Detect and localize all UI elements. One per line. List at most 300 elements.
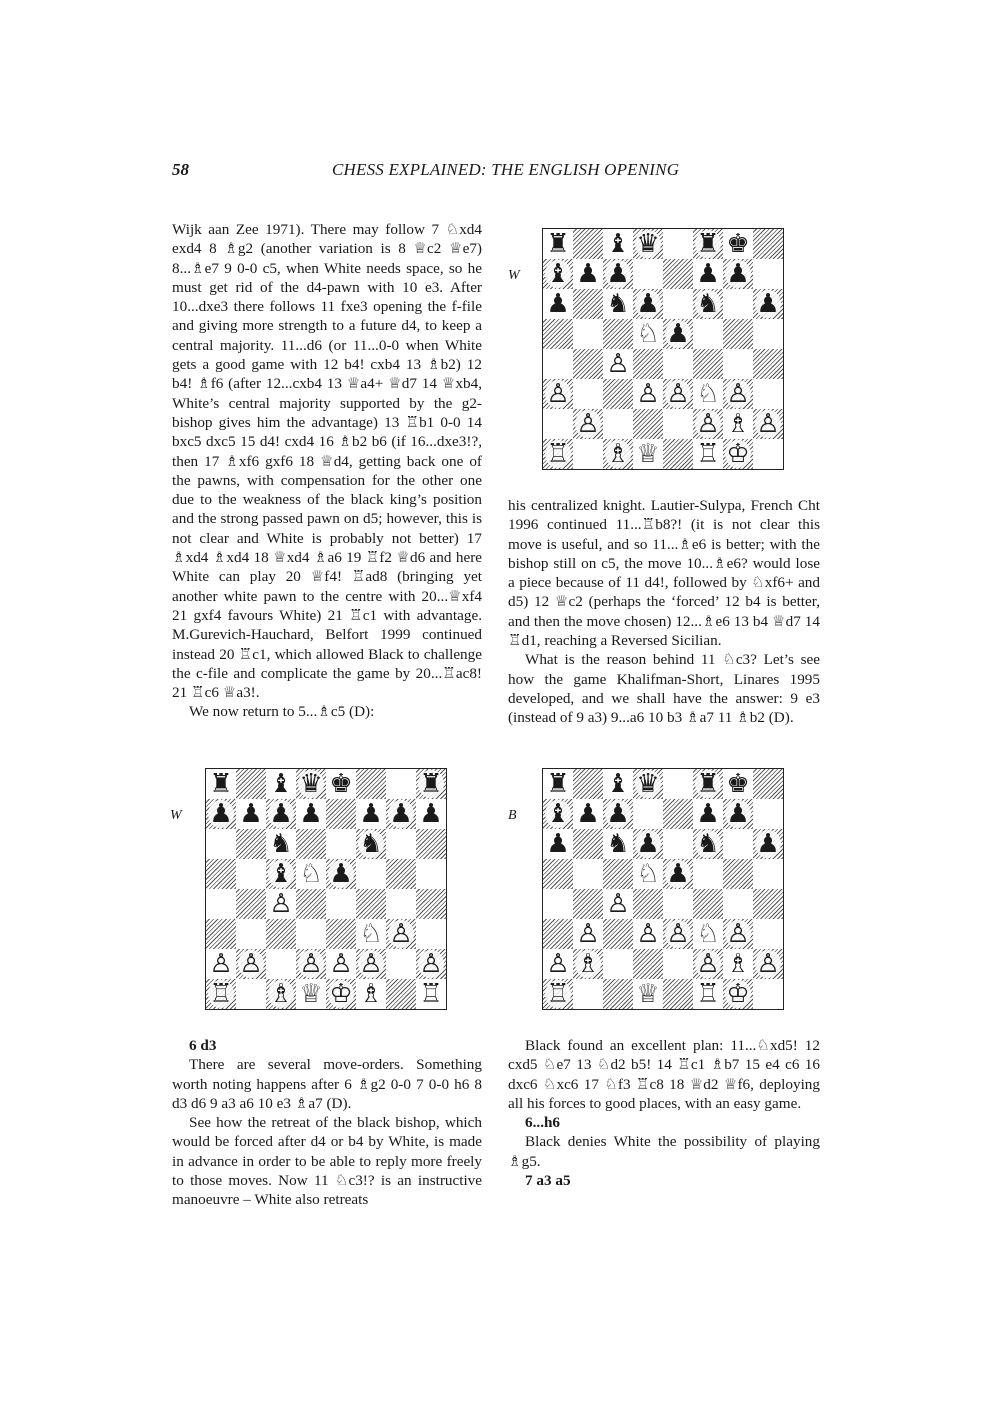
white-knight-icon: ♘ xyxy=(636,859,660,889)
board-square xyxy=(723,799,753,829)
white-pawn-icon: ♙ xyxy=(726,379,750,409)
board-square xyxy=(603,319,633,349)
board-square xyxy=(723,439,753,469)
board-square xyxy=(356,769,386,799)
white-pawn-icon: ♙ xyxy=(546,949,570,979)
board-square xyxy=(633,979,663,1009)
board-square xyxy=(543,229,573,259)
board-square xyxy=(236,799,266,829)
board-square xyxy=(326,859,356,889)
board-square xyxy=(633,949,663,979)
board-square xyxy=(416,769,446,799)
board-square xyxy=(603,769,633,799)
black-king-icon: ♚ xyxy=(726,229,750,259)
board-square xyxy=(543,319,573,349)
board-square xyxy=(753,829,783,859)
board-square xyxy=(723,349,753,379)
black-bishop-icon: ♝ xyxy=(546,799,570,829)
board-square xyxy=(573,829,603,859)
white-bishop-icon: ♗ xyxy=(269,979,293,1009)
board-square xyxy=(573,289,603,319)
white-pawn-icon: ♙ xyxy=(606,349,630,379)
black-pawn-icon: ♟ xyxy=(576,259,600,289)
board-square xyxy=(693,409,723,439)
white-knight-icon: ♘ xyxy=(359,919,383,949)
board-square xyxy=(206,859,236,889)
board-square xyxy=(693,259,723,289)
board-square xyxy=(386,979,416,1009)
board-square xyxy=(543,259,573,289)
black-pawn-icon: ♟ xyxy=(239,799,263,829)
white-pawn-icon: ♙ xyxy=(209,949,233,979)
board-square xyxy=(386,919,416,949)
board-square xyxy=(663,379,693,409)
board-square xyxy=(543,349,573,379)
move-heading: 7 a3 a5 xyxy=(525,1172,571,1190)
black-queen-icon: ♛ xyxy=(636,229,660,259)
board-square xyxy=(663,289,693,319)
white-pawn-icon: ♙ xyxy=(636,919,660,949)
board-square xyxy=(723,979,753,1009)
board-square xyxy=(573,319,603,349)
white-pawn-icon: ♙ xyxy=(666,919,690,949)
board-square xyxy=(693,349,723,379)
board-square xyxy=(416,979,446,1009)
board-square xyxy=(543,829,573,859)
white-knight-icon: ♘ xyxy=(299,859,323,889)
board-square xyxy=(603,259,633,289)
side-to-move: B xyxy=(508,808,517,823)
board-square xyxy=(206,829,236,859)
board-square xyxy=(266,799,296,829)
board-square xyxy=(416,919,446,949)
black-pawn-icon: ♟ xyxy=(696,799,720,829)
board-square xyxy=(326,769,356,799)
white-bishop-icon: ♗ xyxy=(576,949,600,979)
board-square xyxy=(753,439,783,469)
board-square xyxy=(723,889,753,919)
side-to-move: W xyxy=(170,808,182,823)
white-pawn-icon: ♙ xyxy=(726,919,750,949)
board-square xyxy=(206,769,236,799)
board-square xyxy=(296,949,326,979)
white-rook-icon: ♖ xyxy=(696,979,720,1009)
chess-diagram-2 xyxy=(205,768,447,1010)
board-square xyxy=(296,769,326,799)
board-square xyxy=(753,919,783,949)
white-knight-icon: ♘ xyxy=(636,319,660,349)
board-square xyxy=(603,349,633,379)
black-pawn-icon: ♟ xyxy=(546,829,570,859)
board-square xyxy=(573,229,603,259)
white-pawn-icon: ♙ xyxy=(419,949,443,979)
page-number: 58 xyxy=(172,160,189,179)
board-square xyxy=(386,859,416,889)
board-square xyxy=(663,259,693,289)
black-pawn-icon: ♟ xyxy=(606,799,630,829)
board-square xyxy=(633,409,663,439)
black-pawn-icon: ♟ xyxy=(696,259,720,289)
board-square xyxy=(296,799,326,829)
paragraph: Wijk aan Zee 1971). There may follow 7 ♘xd4 exd4 8 ♗g2 (another variation is 8 ♕c2 ♕e7) 8...♗e7 9 0-0 c5, when White needs space, so he must get rid of the d4-pawn with 10 e3. After 10...dxe3 there follows 11 fxe3 opening the f-file and giving more strength to a future d4, to keep a central majority. 11...d6 (or 11...0-0 when White gets a good game with 12 b4! cxb4 13 ♗b2) 12 b4! ♗f6 (after 12...cxb4 13 ♕a4+ ♕d7 14 ♕xb4, White’s central majority supported by the g2-bishop gives him the advantage) 13 ♖b1 0-0 14 bxc5 dxc5 15 d4! cxd4 16 ♗b2 b6 (if 16...dxe3!?, then 17 ♗xf6 gxf6 18 ♕d4, getting back one of the pawns, with compensation for the other one due to the weakness of the black king’s position and the strong passed pawn on d5; however, this is not clear and White is probably not better) 17 ♗xd4 ♗xd4 18 ♕xd4 ♗a6 19 ♖f2 ♕d6 and here White can play 20 ♕f4! ♖ad8 (bringing yet another white pawn to the centre with 20...♕xf4 21 gxf4 favours White) 21 ♖c1 with advantage. M.Gurevich-Hauchard, Belfort 1999 continued instead 20 ♖c1, which allowed Black to challenge the c-file and complicate the game by 20...♖ac8! 21 ♖c6 ♕a3!. xyxy=(172,221,482,702)
board-square xyxy=(356,979,386,1009)
board-square xyxy=(326,919,356,949)
white-bishop-icon: ♗ xyxy=(606,439,630,469)
board-square xyxy=(543,799,573,829)
board-square xyxy=(603,379,633,409)
black-bishop-icon: ♝ xyxy=(546,259,570,289)
chess-diagram-1 xyxy=(542,228,784,470)
board-square xyxy=(266,829,296,859)
white-rook-icon: ♖ xyxy=(419,979,443,1009)
board-square xyxy=(633,769,663,799)
board-square xyxy=(603,979,633,1009)
board-square xyxy=(753,409,783,439)
col1-top-text xyxy=(172,220,482,722)
paragraph: What is the reason behind 11 ♘c3? Let’s see how the game Khalifman-Short, Linares 1995 developed, and we shall have the answer: 9 e3 (instead of 9 a3) 9...a6 10 b3 ♗a7 11 ♗b2 (D). xyxy=(508,651,820,727)
board-square xyxy=(543,859,573,889)
black-bishop-icon: ♝ xyxy=(606,229,630,259)
white-knight-icon: ♘ xyxy=(696,379,720,409)
board-square xyxy=(663,889,693,919)
board-square xyxy=(693,799,723,829)
white-pawn-icon: ♙ xyxy=(269,889,293,919)
black-pawn-icon: ♟ xyxy=(209,799,233,829)
board-square xyxy=(326,889,356,919)
white-pawn-icon: ♙ xyxy=(329,949,353,979)
board-square xyxy=(603,919,633,949)
board-square xyxy=(236,769,266,799)
board-square xyxy=(633,349,663,379)
black-knight-icon: ♞ xyxy=(696,289,720,319)
black-knight-icon: ♞ xyxy=(696,829,720,859)
board-square xyxy=(723,949,753,979)
black-rook-icon: ♜ xyxy=(419,769,443,799)
board-square xyxy=(723,859,753,889)
board-square xyxy=(206,889,236,919)
board-square xyxy=(663,229,693,259)
white-bishop-icon: ♗ xyxy=(359,979,383,1009)
board-square xyxy=(603,289,633,319)
black-pawn-icon: ♟ xyxy=(666,319,690,349)
board-square xyxy=(296,889,326,919)
black-king-icon: ♚ xyxy=(726,769,750,799)
board-square xyxy=(543,979,573,1009)
board-square xyxy=(206,949,236,979)
board-square xyxy=(573,859,603,889)
white-rook-icon: ♖ xyxy=(696,439,720,469)
board-square xyxy=(603,859,633,889)
board-square xyxy=(386,799,416,829)
black-knight-icon: ♞ xyxy=(606,829,630,859)
board-square xyxy=(266,949,296,979)
board-square xyxy=(543,769,573,799)
board-square xyxy=(633,919,663,949)
running-title: CHESS EXPLAINED: THE ENGLISH OPENING xyxy=(332,160,680,179)
black-pawn-icon: ♟ xyxy=(359,799,383,829)
board-square xyxy=(663,859,693,889)
board-square xyxy=(543,949,573,979)
board-square xyxy=(663,979,693,1009)
black-rook-icon: ♜ xyxy=(696,229,720,259)
board-square xyxy=(386,889,416,919)
board-square xyxy=(723,829,753,859)
board-square xyxy=(753,889,783,919)
board-square xyxy=(693,949,723,979)
board-square xyxy=(603,889,633,919)
board-square xyxy=(573,979,603,1009)
board-square xyxy=(356,889,386,919)
board-square xyxy=(573,349,603,379)
paragraph: We now return to 5...♗c5 (D): xyxy=(189,703,375,721)
board-square xyxy=(633,259,663,289)
white-pawn-icon: ♙ xyxy=(756,409,780,439)
board-square xyxy=(356,799,386,829)
board-square xyxy=(326,829,356,859)
board-square xyxy=(543,409,573,439)
board-square xyxy=(573,769,603,799)
black-rook-icon: ♜ xyxy=(696,769,720,799)
board-square xyxy=(543,919,573,949)
side-to-move: W xyxy=(508,268,520,283)
board-square xyxy=(356,829,386,859)
board-square xyxy=(266,889,296,919)
white-bishop-icon: ♗ xyxy=(726,409,750,439)
board-square xyxy=(693,889,723,919)
black-pawn-icon: ♟ xyxy=(726,799,750,829)
board-square xyxy=(603,799,633,829)
board-square xyxy=(236,919,266,949)
white-pawn-icon: ♙ xyxy=(359,949,383,979)
paragraph: Black denies White the possibility of playing ♗g5. xyxy=(508,1133,820,1170)
col1-bottom-text xyxy=(172,1036,482,1210)
black-pawn-icon: ♟ xyxy=(726,259,750,289)
board-square xyxy=(633,859,663,889)
board-square xyxy=(633,439,663,469)
board-square xyxy=(356,949,386,979)
black-pawn-icon: ♟ xyxy=(329,859,353,889)
black-pawn-icon: ♟ xyxy=(666,859,690,889)
board-square xyxy=(573,949,603,979)
board-square xyxy=(266,859,296,889)
paragraph: There are several move-orders. Something worth noting happens after 6 ♗g2 0-0 7 0-0 h6 8 d3 d6 9 a3 a6 10 e3 ♗a7 (D). xyxy=(172,1056,482,1112)
board-square xyxy=(723,379,753,409)
board-square xyxy=(753,349,783,379)
board-square xyxy=(663,439,693,469)
board-square xyxy=(296,979,326,1009)
board-square xyxy=(723,319,753,349)
board-square xyxy=(416,889,446,919)
board-square xyxy=(266,919,296,949)
board-square xyxy=(573,439,603,469)
board-square xyxy=(236,949,266,979)
board-square xyxy=(386,949,416,979)
black-bishop-icon: ♝ xyxy=(606,769,630,799)
board-square xyxy=(753,379,783,409)
white-knight-icon: ♘ xyxy=(696,919,720,949)
chess-diagram-3 xyxy=(542,768,784,1010)
board-square xyxy=(723,919,753,949)
board-square xyxy=(663,829,693,859)
board-square xyxy=(633,799,663,829)
move-heading: 6 d3 xyxy=(189,1037,217,1054)
board-square xyxy=(573,379,603,409)
board-square xyxy=(603,409,633,439)
board-square xyxy=(573,259,603,289)
black-knight-icon: ♞ xyxy=(606,289,630,319)
black-king-icon: ♚ xyxy=(329,769,353,799)
board-square xyxy=(416,949,446,979)
board-square xyxy=(296,859,326,889)
board-square xyxy=(663,409,693,439)
board-square xyxy=(416,829,446,859)
board-square xyxy=(693,379,723,409)
board-square xyxy=(573,409,603,439)
board-square xyxy=(543,439,573,469)
board-square xyxy=(753,859,783,889)
board-square xyxy=(236,889,266,919)
board-square xyxy=(633,229,663,259)
white-pawn-icon: ♙ xyxy=(576,919,600,949)
black-rook-icon: ♜ xyxy=(209,769,233,799)
white-queen-icon: ♕ xyxy=(636,979,660,1009)
board-square xyxy=(753,259,783,289)
white-pawn-icon: ♙ xyxy=(696,409,720,439)
black-pawn-icon: ♟ xyxy=(269,799,293,829)
board-square xyxy=(386,769,416,799)
board-square xyxy=(663,799,693,829)
white-pawn-icon: ♙ xyxy=(389,919,413,949)
black-pawn-icon: ♟ xyxy=(756,829,780,859)
black-pawn-icon: ♟ xyxy=(636,829,660,859)
board-square xyxy=(693,229,723,259)
board-square xyxy=(693,979,723,1009)
black-rook-icon: ♜ xyxy=(546,769,570,799)
black-pawn-icon: ♟ xyxy=(299,799,323,829)
white-rook-icon: ♖ xyxy=(209,979,233,1009)
board-square xyxy=(633,829,663,859)
board-square xyxy=(633,889,663,919)
board-square xyxy=(236,979,266,1009)
board-square xyxy=(693,859,723,889)
col2-top-text xyxy=(508,496,820,728)
black-pawn-icon: ♟ xyxy=(606,259,630,289)
board-square xyxy=(603,829,633,859)
black-bishop-icon: ♝ xyxy=(269,769,293,799)
board-square xyxy=(633,319,663,349)
black-queen-icon: ♛ xyxy=(636,769,660,799)
white-pawn-icon: ♙ xyxy=(696,949,720,979)
board-square xyxy=(266,979,296,1009)
board-square xyxy=(723,409,753,439)
move-heading: 6...h6 xyxy=(525,1114,561,1132)
board-square xyxy=(693,919,723,949)
board-square xyxy=(693,289,723,319)
white-pawn-icon: ♙ xyxy=(636,379,660,409)
board-square xyxy=(386,829,416,859)
board-square xyxy=(356,919,386,949)
board-square xyxy=(663,349,693,379)
board-square xyxy=(573,919,603,949)
board-square xyxy=(633,289,663,319)
white-king-icon: ♔ xyxy=(726,439,750,469)
board-square xyxy=(753,949,783,979)
white-pawn-icon: ♙ xyxy=(546,379,570,409)
white-pawn-icon: ♙ xyxy=(299,949,323,979)
black-pawn-icon: ♟ xyxy=(576,799,600,829)
board-square xyxy=(663,949,693,979)
black-bishop-icon: ♝ xyxy=(269,859,293,889)
white-pawn-icon: ♙ xyxy=(606,889,630,919)
board-square xyxy=(693,319,723,349)
col2-bottom-text xyxy=(508,1036,820,1190)
board-square xyxy=(356,859,386,889)
board-square xyxy=(753,319,783,349)
black-pawn-icon: ♟ xyxy=(636,289,660,319)
black-pawn-icon: ♟ xyxy=(389,799,413,829)
paragraph: his centralized knight. Lautier-Sulypa, French Cht 1996 continued 11...♖b8?! (it is not clear this move is useful, and so 11...♗e6 is better; with the bishop still on c5, the move 10...♗e6? would lose a piece because of 11 d4!, followed by ♘xf6+ and d5) 12 ♕c2 (perhaps the ‘forced’ 12 b4 is better, and then the move chosen) 12...♗e6 13 b4 ♕d7 14 ♖d1, reaching a Reversed Sicilian. xyxy=(508,497,820,650)
white-pawn-icon: ♙ xyxy=(666,379,690,409)
board-square xyxy=(663,919,693,949)
board-square xyxy=(603,949,633,979)
white-rook-icon: ♖ xyxy=(546,439,570,469)
paragraph: See how the retreat of the black bishop, which would be forced after d4 or b4 by White, is made in advance in order to be able to reply more freely to those moves. Now 11 ♘c3!? is an instructive manoeuvre – White also retreats xyxy=(172,1114,482,1209)
board-square xyxy=(603,229,633,259)
white-bishop-icon: ♗ xyxy=(726,949,750,979)
black-queen-icon: ♛ xyxy=(299,769,323,799)
white-pawn-icon: ♙ xyxy=(756,949,780,979)
black-pawn-icon: ♟ xyxy=(419,799,443,829)
paragraph: Black found an excellent plan: 11...♘xd5! 12 cxd5 ♘e7 13 ♘d2 b5! 14 ♖c1 ♗b7 15 e4 c6 16 dxc6 ♘xc6 17 ♘f3 ♖c8 18 ♕d2 ♕f6, deploying all his forces to good places, with an easy game. xyxy=(508,1037,820,1112)
board-square xyxy=(543,889,573,919)
board-square xyxy=(753,769,783,799)
board-square xyxy=(663,319,693,349)
board-square xyxy=(693,829,723,859)
board-square xyxy=(206,799,236,829)
board-square xyxy=(753,229,783,259)
white-pawn-icon: ♙ xyxy=(576,409,600,439)
board-square xyxy=(693,439,723,469)
board-square xyxy=(236,829,266,859)
black-pawn-icon: ♟ xyxy=(546,289,570,319)
black-pawn-icon: ♟ xyxy=(756,289,780,319)
board-square xyxy=(326,949,356,979)
board-square xyxy=(753,799,783,829)
board-square xyxy=(603,439,633,469)
white-queen-icon: ♕ xyxy=(636,439,660,469)
board-square xyxy=(416,799,446,829)
board-square xyxy=(723,229,753,259)
board-square xyxy=(723,769,753,799)
board-square xyxy=(416,859,446,889)
white-king-icon: ♔ xyxy=(329,979,353,1009)
black-knight-icon: ♞ xyxy=(269,829,293,859)
board-square xyxy=(296,829,326,859)
white-queen-icon: ♕ xyxy=(299,979,323,1009)
board-square xyxy=(296,919,326,949)
board-square xyxy=(326,799,356,829)
board-square xyxy=(723,289,753,319)
white-king-icon: ♔ xyxy=(726,979,750,1009)
board-square xyxy=(633,379,663,409)
board-square xyxy=(206,919,236,949)
board-square xyxy=(723,259,753,289)
board-square xyxy=(573,799,603,829)
board-square xyxy=(543,379,573,409)
board-square xyxy=(573,889,603,919)
board-square xyxy=(326,979,356,1009)
board-square xyxy=(543,289,573,319)
